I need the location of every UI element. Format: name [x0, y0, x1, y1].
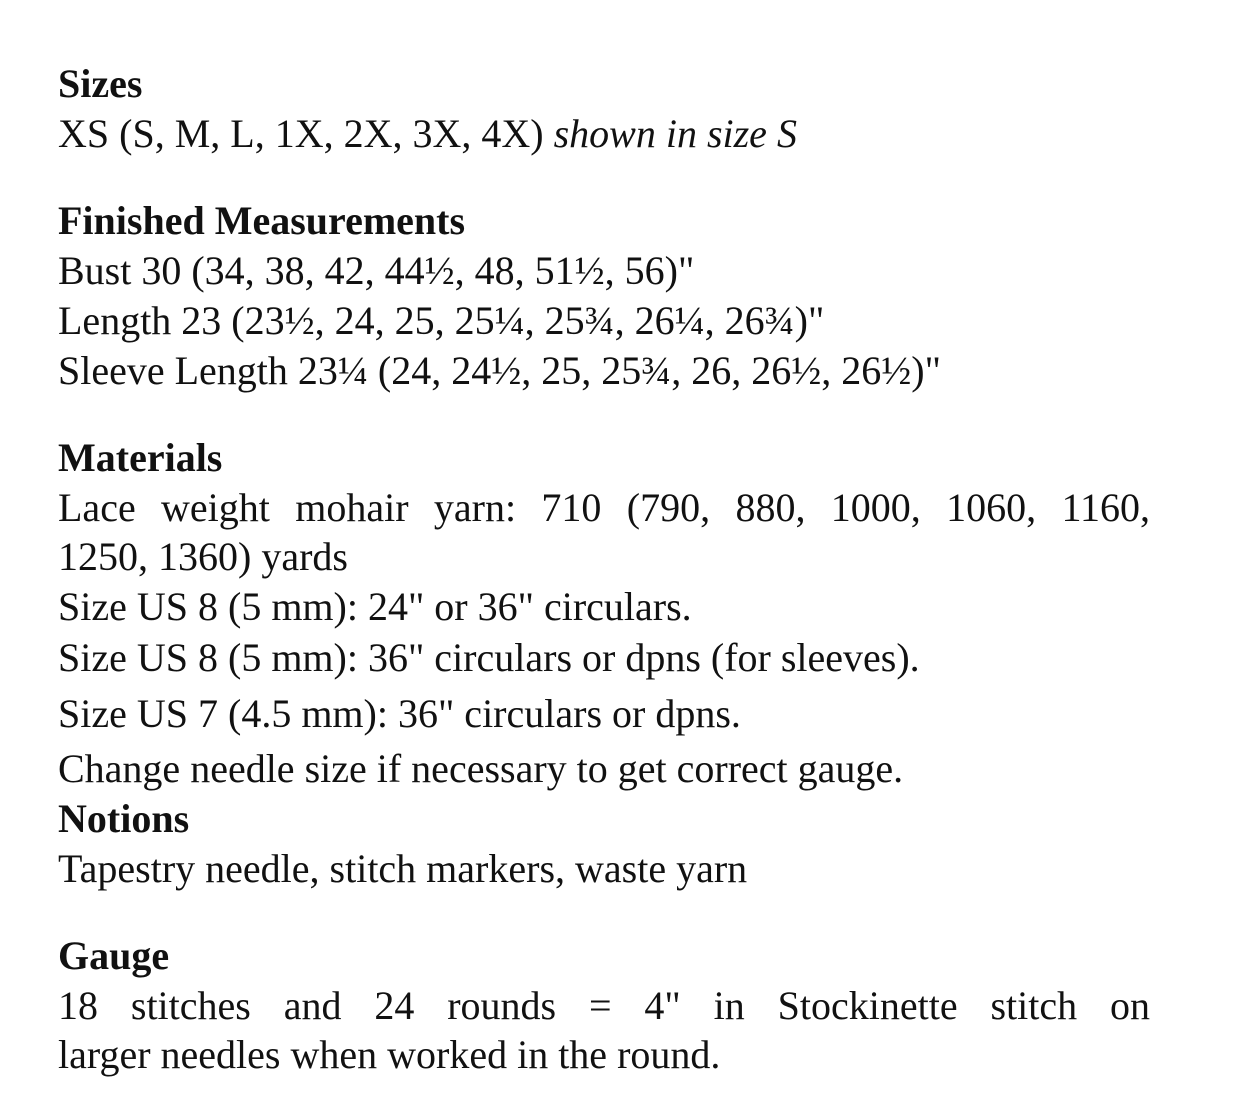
notions-text: Tapestry needle, stitch markers, waste yarn: [58, 846, 748, 891]
yarn-line-1: Lace weight mohair yarn: 710 (790, 880, 1000, 1060, 1160,: [58, 485, 1150, 530]
yarn-line-2: 1250, 1360) yards: [58, 534, 348, 579]
length-measurement: Length 23 (23½, 24, 25, 25¼, 25¾, 26¼, 26¾)": [58, 298, 825, 343]
sizes-text: [58, 110, 797, 158]
needle-size-2: Size US 8 (5 mm): 36" circulars or dpns (for sleeves).: [58, 635, 920, 680]
gauge-note: Change needle size if necessary to get correct gauge.: [58, 746, 904, 791]
bust-measurement: Bust 30 (34, 38, 42, 44½, 48, 51½, 56)": [58, 248, 695, 293]
notions-heading: Notions: [58, 796, 190, 841]
sizes-shown-note: shown in size S: [553, 111, 797, 156]
sleeve-length-measurement: Sleeve Length 23¼ (24, 24½, 25, 25¾, 26, 26½, 26½)": [58, 348, 941, 393]
gauge-line-2: larger needles when worked in the round.: [58, 1032, 721, 1077]
gauge-line-1: 18 stitches and 24 rounds = 4" in Stockinette stitch on: [58, 983, 1150, 1028]
sizes-heading: Sizes: [58, 61, 143, 106]
materials-heading: Materials: [58, 435, 223, 480]
needle-size-1: Size US 8 (5 mm): 24" or 36" circulars.: [58, 584, 692, 629]
finished-measurements-heading: Finished Measurements: [58, 198, 466, 243]
gauge-heading: Gauge: [58, 933, 170, 978]
sizes-list: XS (S, M, L, 1X, 2X, 3X, 4X): [58, 111, 544, 156]
needle-size-3: Size US 7 (4.5 mm): 36" circulars or dpns.: [58, 691, 741, 736]
